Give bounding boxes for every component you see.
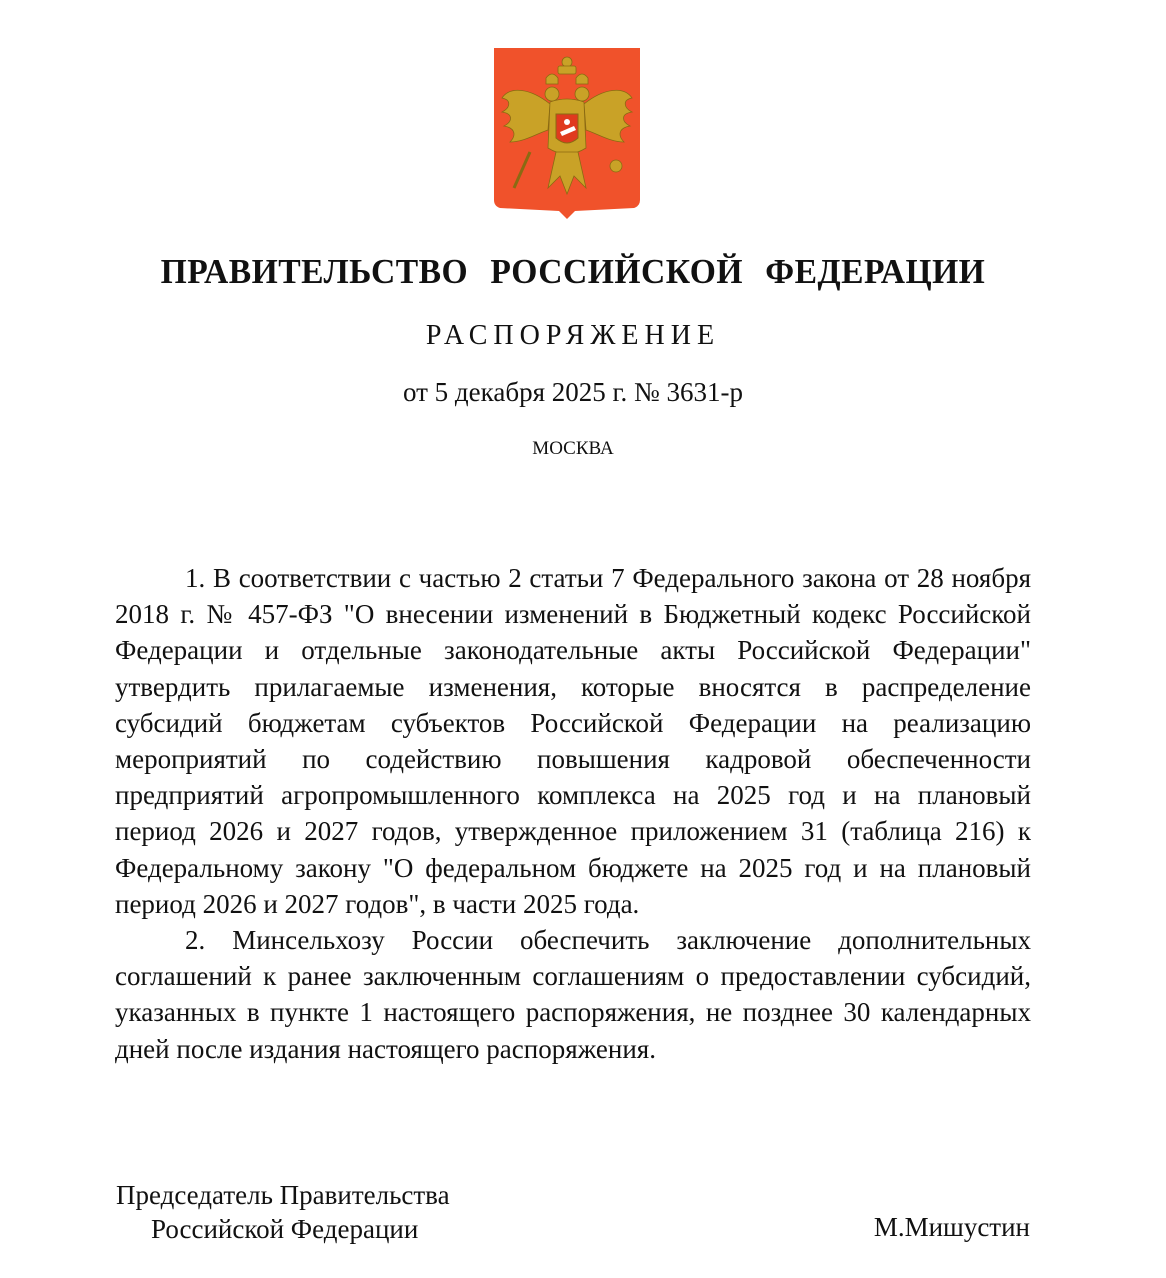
paragraph-1: 1. В соответствии с частью 2 статьи 7 Федерального закона от 28 ноября 2018 г. № 457-ФЗ "О внесении изменений в Бюджетный кодекс Российской Федерации и отдельные законодательные акты Российской Федерации" утвердить прилагаемые изменения, которые вносятся в распределение субсидий бюджетам субъектов Российской Федерации на реализацию мероприятий по содействию повышения кадровой обеспеченности предприятий агропромышленного комплекса на 2025 год и на плановый период 2026 и 2027 годов, утвержденное приложением 31 (таблица 216) к Федеральному закону "О федеральном бюджете на 2025 год и на плановый период 2026 и 2027 годов", в части 2025 года. [115, 563, 1031, 919]
signatory-name: М.Мишустин [873, 1212, 1030, 1242]
document-type: РАСПОРЯЖЕНИЕ [425, 320, 721, 351]
organization-title: ПРАВИТЕЛЬСТВО РОССИЙСКОЙ ФЕДЕРАЦИИ [160, 252, 986, 291]
document-date-number: от 5 декабря 2025 г. № 3631-р [402, 377, 744, 407]
signatory-position-line1: Председатель Правительства [116, 1180, 450, 1210]
document-body [115, 560, 1031, 1067]
coat-of-arms-icon [490, 48, 644, 220]
document-city: МОСКВА [532, 438, 614, 459]
paragraph-2: 2. Минсельхозу России обеспечить заключение дополнительных соглашений к ранее заключенным соглашениям о предоставлении субсидий, указанных в пункте 1 настоящего распоряжения, не позднее 30 календарных дней после издания настоящего распоряжения. [115, 925, 1031, 1064]
signatory-position [116, 1178, 450, 1246]
coat-of-arms-emblem [490, 48, 644, 220]
signatory-position-line2: Российской Федерации [151, 1214, 419, 1244]
